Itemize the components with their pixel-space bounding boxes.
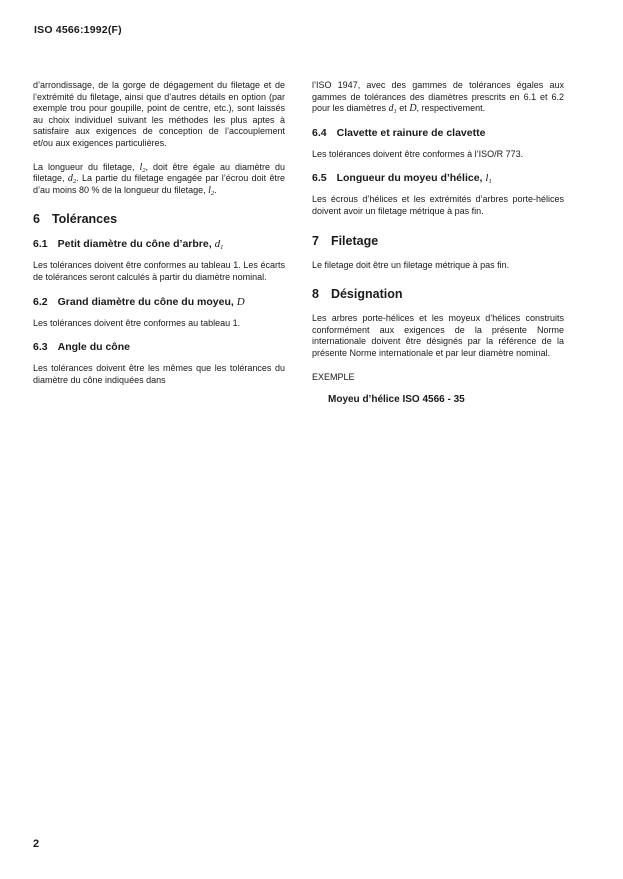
section-7-heading: 7 Filetage bbox=[312, 233, 379, 248]
section-6-5-heading: 6.5 Longueur du moyeu d’hélice, $l_1$ bbox=[312, 172, 492, 186]
paragraph-iso-1947: l’ISO 1947, avec des gammes de tolérances égales aux gammes de tolérances des diamètres prescrits en 6.1 et 6.2 pour les diamètres $d_1$ et D, respectivement. bbox=[312, 80, 564, 116]
section-6-2-heading: 6.2 Grand diamètre du cône du moyeu, D bbox=[33, 295, 245, 308]
paragraph-thread-length: La longueur du filetage, $l_2$, doit être égale au diamètre du filetage, $d_2$. La partie du filetage engagée par l’écrou doit être d’au moins 80 % de la longueur du filetage, $l_2$. bbox=[33, 161, 285, 197]
section-6-heading: 6 Tolérances bbox=[33, 212, 118, 227]
paragraph-details: d’arrondissage, de la gorge de dégagement du filetage et de l’extrémité du filetage, ainsi que d’autres détails en option (par exemple trou pour goupille, point de centre, etc.), sont laissés au choix individuel suivant les méthodes les plus aptes à satisfaire aux exigences de conception de l’accouplement et/ou aux exigences particulières. bbox=[33, 80, 285, 148]
section-6-4-text: Les tolérances doivent être conformes à l’ISO/R 773. bbox=[312, 148, 524, 159]
section-6-1-text: Les tolérances doivent être conformes au tableau 1. Les écarts de tolérances seront calculés à partir du diamètre nominal. bbox=[33, 260, 285, 282]
example-designation: Moyeu d’hélice ISO 4566 - 35 bbox=[328, 393, 465, 405]
section-6-3-heading: 6.3 Angle du cône bbox=[33, 341, 130, 354]
document-header: ISO 4566:1992(F) bbox=[34, 24, 122, 36]
section-6-5-text: Les écrous d’hélices et les extrémités d’arbres porte-hélices doivent avoir un filetage métrique à pas fin. bbox=[312, 194, 564, 216]
section-6-3-text: Les tolérances doivent être les mêmes que les tolérances du diamètre du cône indiquées dans bbox=[33, 363, 285, 385]
section-6-2-text: Les tolérances doivent être conformes au tableau 1. bbox=[33, 317, 241, 328]
section-8-heading: 8 Désignation bbox=[312, 287, 403, 302]
example-label: EXEMPLE bbox=[312, 371, 355, 382]
left-column bbox=[33, 80, 285, 398]
section-6-1-heading: 6.1 Petit diamètre du cône d’arbre, $d_1$ bbox=[33, 238, 224, 252]
section-8-text: Les arbres porte-hélices et les moyeux d’hélices construits conformément aux exigences de la présente Norme internationale doivent être désignés par la référence de la présente Norme internationale et par leur diamètre nominal. bbox=[312, 313, 564, 358]
page-number: 2 bbox=[33, 838, 40, 850]
section-6-4-heading: 6.4 Clavette et rainure de clavette bbox=[312, 126, 486, 139]
right-column bbox=[312, 80, 564, 405]
section-7-text: Le filetage doit être un filetage métrique à pas fin. bbox=[312, 259, 510, 270]
